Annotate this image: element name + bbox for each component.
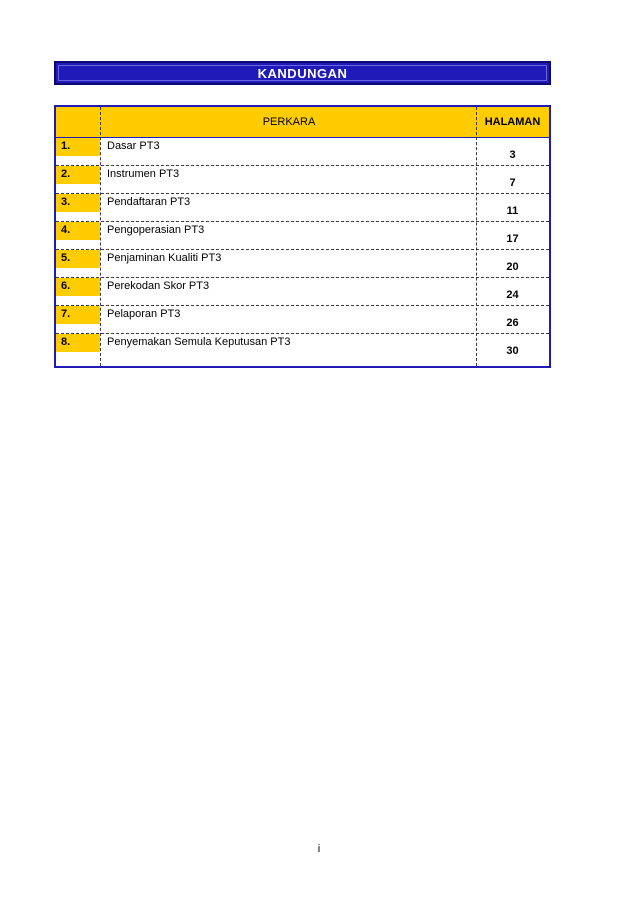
table-row[interactable]: [56, 166, 549, 194]
row-page-number[interactable]: 26: [506, 317, 519, 329]
row-page-number[interactable]: 17: [506, 233, 519, 245]
contents-title: KANDUNGAN: [257, 65, 348, 81]
row-page-number[interactable]: 20: [506, 261, 519, 273]
row-title[interactable]: Pelaporan PT3: [107, 308, 181, 320]
row-title[interactable]: Dasar PT3: [107, 140, 160, 152]
row-page-number[interactable]: 24: [506, 289, 519, 301]
table-row[interactable]: [56, 138, 549, 166]
row-title[interactable]: Perekodan Skor PT3: [107, 280, 210, 292]
row-number: 3.: [56, 194, 100, 212]
row-title[interactable]: Penjaminan Kualiti PT3: [107, 252, 222, 264]
row-page-number[interactable]: 3: [509, 149, 516, 161]
row-number: 2.: [56, 166, 100, 184]
row-number: 1.: [56, 138, 100, 156]
table-row[interactable]: [56, 194, 549, 222]
table-row[interactable]: [56, 222, 549, 250]
row-number: 4.: [56, 222, 100, 240]
row-title[interactable]: Pengoperasian PT3: [107, 224, 205, 236]
header-perkara: PERKARA: [262, 116, 316, 128]
table-row[interactable]: [56, 306, 549, 334]
row-number: 6.: [56, 278, 100, 296]
row-number: 8.: [56, 334, 100, 352]
row-title[interactable]: Pendaftaran PT3: [107, 196, 191, 208]
table-row[interactable]: [56, 334, 549, 362]
row-page-number[interactable]: 11: [506, 205, 519, 217]
page-number: i: [317, 843, 321, 855]
row-number: 5.: [56, 250, 100, 268]
row-title[interactable]: Instrumen PT3: [107, 168, 180, 180]
header-halaman: HALAMAN: [484, 116, 541, 128]
row-page-number[interactable]: 30: [506, 345, 519, 357]
table-row[interactable]: [56, 250, 549, 278]
row-number: 7.: [56, 306, 100, 324]
table-row[interactable]: [56, 278, 549, 306]
contents-table: [54, 105, 551, 368]
contents-title-bar: [54, 61, 551, 85]
row-title[interactable]: Penyemakan Semula Keputusan PT3: [107, 336, 291, 348]
row-page-number[interactable]: 7: [509, 177, 516, 189]
